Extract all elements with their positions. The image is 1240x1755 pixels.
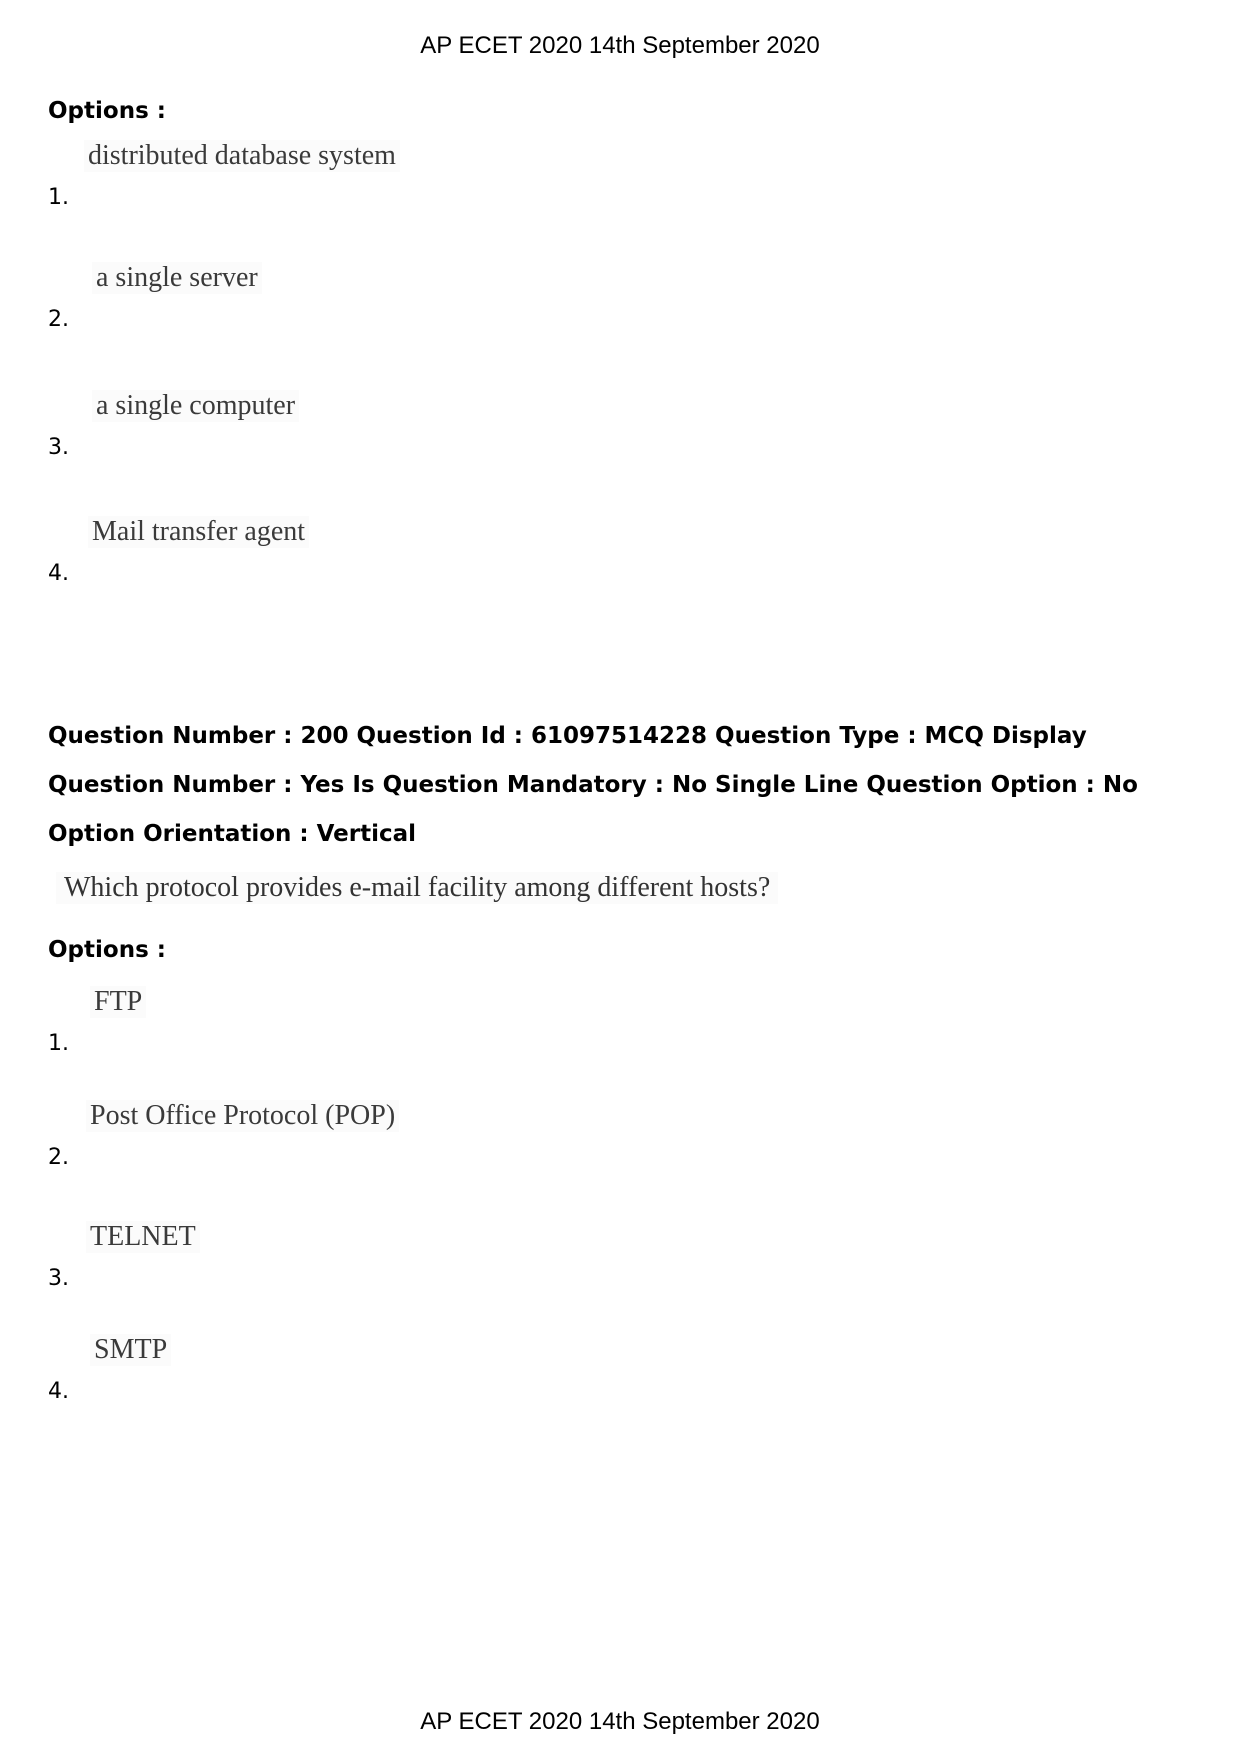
question-text: Which protocol provides e-mail facility among different hosts? — [56, 872, 778, 904]
option-number: 4. — [48, 1379, 69, 1404]
option-number: 1. — [48, 1031, 69, 1056]
option-number: 1. — [48, 185, 69, 210]
option-text: Post Office Protocol (POP) — [86, 1100, 399, 1132]
question-meta: Question Number : 200 Question Id : 61097514228 Question Type : MCQ Display Question Number : Yes Is Question Mandatory : No Single Line Question Option : No Option Orientation : Vertical — [48, 723, 1138, 847]
option-item — [48, 986, 748, 1056]
option-item — [48, 1100, 748, 1170]
option-item — [48, 262, 748, 332]
option-number: 3. — [48, 1266, 69, 1291]
option-text: distributed database system — [84, 140, 400, 172]
option-number: 2. — [48, 1145, 69, 1170]
option-item — [48, 1221, 748, 1291]
option-text: FTP — [90, 986, 146, 1018]
option-item — [48, 390, 748, 460]
option-number: 3. — [48, 435, 69, 460]
option-text: Mail transfer agent — [88, 516, 309, 548]
option-item — [48, 140, 748, 210]
page-footer: AP ECET 2020 14th September 2020 — [420, 1708, 820, 1735]
option-text: SMTP — [90, 1334, 171, 1366]
option-item — [48, 516, 748, 586]
option-text: a single computer — [92, 390, 299, 422]
option-item — [48, 1334, 748, 1404]
option-number: 2. — [48, 307, 69, 332]
option-text: TELNET — [86, 1221, 200, 1253]
page-header: AP ECET 2020 14th September 2020 — [420, 32, 820, 59]
options-label: Options : — [48, 937, 166, 963]
option-number: 4. — [48, 561, 69, 586]
options-label: Options : — [48, 98, 166, 124]
option-text: a single server — [92, 262, 262, 294]
